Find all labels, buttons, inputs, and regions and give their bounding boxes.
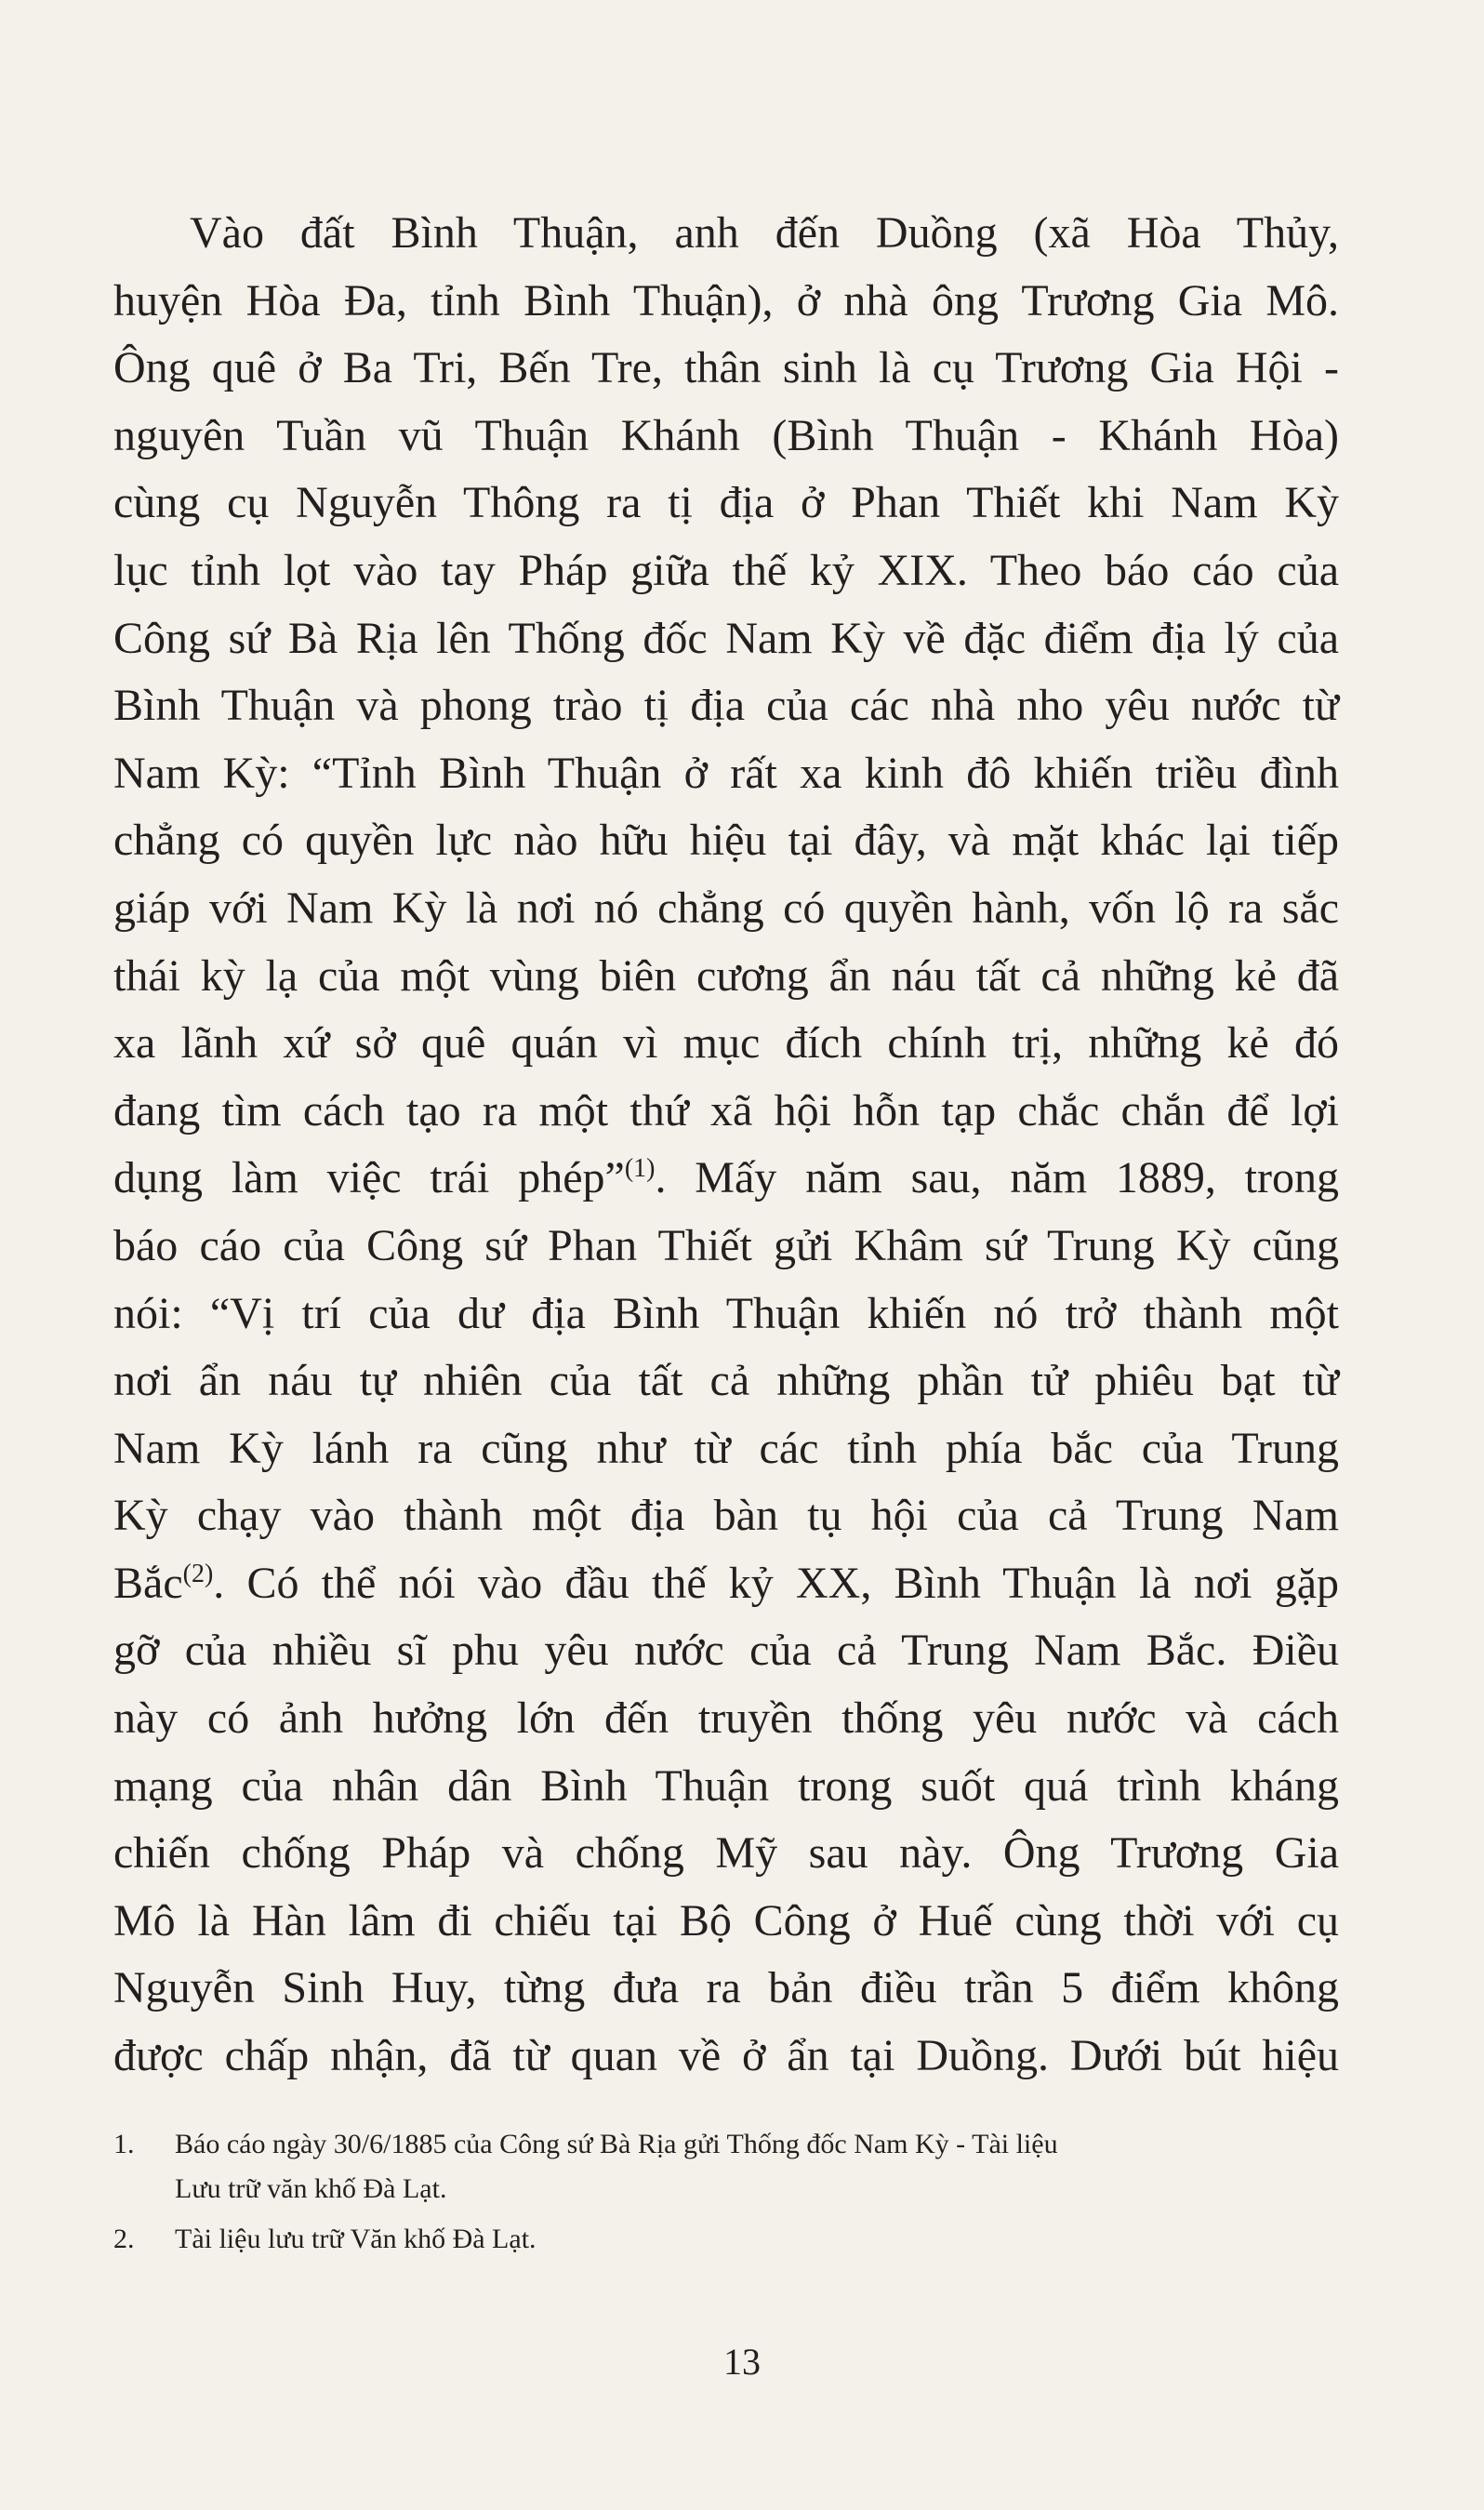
body-line-text: . Mấy năm sau, năm 1889, trong	[655, 1153, 1339, 1203]
footnote-number: 2.	[113, 2224, 135, 2254]
footnote-text: Tài liệu lưu trữ Văn khố Đà Lạt.	[175, 2224, 537, 2254]
footnote-text: Lưu trữ văn khố Đà Lạt.	[175, 2173, 447, 2204]
footnote-text: Báo cáo ngày 30/6/1885 của Công sứ Bà Rịa gửi Thống đốc Nam Kỳ - Tài liệu	[175, 2129, 1058, 2159]
body-line: Nam Kỳ: “Tỉnh Bình Thuận ở rất xa kinh đô khiến triều đình	[113, 748, 1339, 798]
footnote-item	[113, 2122, 1339, 2211]
body-line: báo cáo của Công sứ Phan Thiết gửi Khâm sứ Trung Kỳ cũng	[113, 1220, 1339, 1270]
body-line: nơi ẩn náu tự nhiên của tất cả những phần tử phiêu bạt từ	[113, 1356, 1339, 1406]
footnote-reference[interactable]: (2)	[182, 1559, 214, 1588]
body-line: Bình Thuận và phong trào tị địa của các nhà nho yêu nước từ	[113, 681, 1339, 731]
body-line: lục tỉnh lọt vào tay Pháp giữa thế kỷ XIX. Theo báo cáo của	[113, 545, 1339, 595]
body-line: này có ảnh hưởng lớn đến truyền thống yêu nước và cách	[113, 1693, 1339, 1744]
body-line: nói: “Vị trí của dư địa Bình Thuận khiến nó trở thành một	[113, 1288, 1339, 1338]
body-text	[113, 200, 1339, 2091]
body-line: chiến chống Pháp và chống Mỹ sau này. Ông Trương Gia	[113, 1828, 1339, 1879]
body-line: giáp với Nam Kỳ là nơi nó chẳng có quyền hành, vốn lộ ra sắc	[113, 883, 1339, 933]
body-line: Nam Kỳ lánh ra cũng như từ các tỉnh phía bắc của Trung	[113, 1423, 1339, 1473]
footnote-item	[113, 2217, 1339, 2262]
body-line: chẳng có quyền lực nào hữu hiệu tại đây, và mặt khác lại tiếp	[113, 816, 1339, 866]
body-line: Kỳ chạy vào thành một địa bàn tụ hội của cả Trung Nam	[113, 1491, 1339, 1541]
body-line: Mô là Hàn lâm đi chiếu tại Bộ Công ở Huế cùng thời với cụ	[113, 1895, 1339, 1946]
body-line: mạng của nhân dân Bình Thuận trong suốt quá trình kháng	[113, 1760, 1339, 1811]
body-line: cùng cụ Nguyễn Thông ra tị địa ở Phan Thiết khi Nam Kỳ	[113, 478, 1339, 528]
page-number: 13	[723, 2341, 761, 2383]
body-line: đang tìm cách tạo ra một thứ xã hội hỗn tạp chắc chắn để lợi	[113, 1085, 1339, 1135]
body-line: Vào đất Bình Thuận, anh đến Duồng (xã Hòa Thủy,	[190, 208, 1339, 258]
body-line: Ông quê ở Ba Tri, Bến Tre, thân sinh là cụ Trương Gia Hội -	[113, 343, 1339, 393]
body-line	[113, 1550, 1339, 1618]
body-line: Công sứ Bà Rịa lên Thống đốc Nam Kỳ về đặc điểm địa lý của	[113, 613, 1339, 663]
footnotes	[113, 2122, 1339, 2267]
body-line-text: Bắc	[113, 1558, 183, 1608]
body-line	[113, 1145, 1339, 1213]
body-line: xa lãnh xứ sở quê quán vì mục đích chính trị, những kẻ đó	[113, 1018, 1339, 1069]
body-line: được chấp nhận, đã từ quan về ở ẩn tại Duồng. Dưới bút hiệu	[113, 2031, 1339, 2081]
body-line-text: . Có thể nói vào đầu thế kỷ XX, Bình Thuận là nơi gặp	[213, 1558, 1339, 1608]
body-line: huyện Hòa Đa, tỉnh Bình Thuận), ở nhà ông Trương Gia Mô.	[113, 275, 1339, 325]
body-line: Nguyễn Sinh Huy, từng đưa ra bản điều trần 5 điểm không	[113, 1963, 1339, 2013]
body-line-text: dụng làm việc trái phép”	[113, 1153, 625, 1203]
footnote-number: 1.	[113, 2129, 135, 2159]
body-line: thái kỳ lạ của một vùng biên cương ẩn náu tất cả những kẻ đã	[113, 950, 1339, 1001]
body-line: nguyên Tuần vũ Thuận Khánh (Bình Thuận - Khánh Hòa)	[113, 410, 1339, 460]
footnote-reference[interactable]: (1)	[624, 1154, 656, 1184]
body-line: gỡ của nhiều sĩ phu yêu nước của cả Trung Nam Bắc. Điều	[113, 1626, 1339, 1676]
